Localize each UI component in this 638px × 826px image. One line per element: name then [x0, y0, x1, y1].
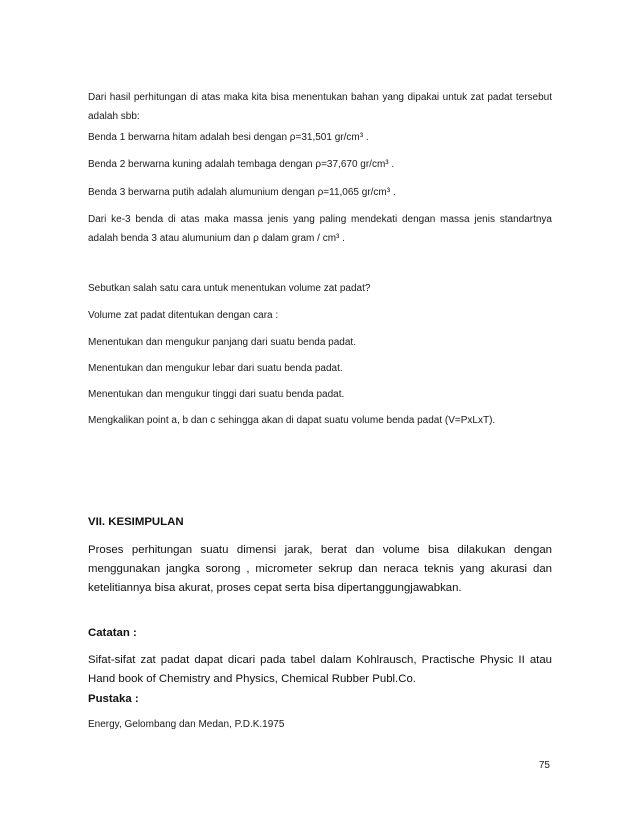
kesimpulan-text: Proses perhitungan suatu dimensi jarak, berat dan volume bisa dilakukan dengan menggunakan jangka sorong , micrometer sekrup dan neraca teknis yang akurasi dan ketelitiannya bisa akurat, proses cepat serta bisa dipertanggungjawabkan. — [88, 544, 552, 594]
page-number: 75 — [538, 760, 550, 771]
result-item-1: Benda 1 berwarna hitam adalah besi dengan ρ=31,501 gr/cm³ . — [88, 132, 369, 143]
volume-step-3: Menentukan dan mengukur tinggi dari suatu benda padat. — [88, 389, 345, 400]
kesimpulan-heading: VII. KESIMPULAN — [88, 516, 184, 528]
volume-step-4: Mengkalikan point a, b dan c sehingga akan di dapat suatu volume benda padat (V=PxLxT). — [88, 415, 496, 426]
catatan-text: Sifat-sifat zat padat dapat dicari pada tabel dalam Kohlrausch, Practische Physic II atau Hand book of Chemistry and Physics, Chemical Rubber Publ.Co. — [88, 654, 552, 685]
result-item-3: Benda 3 berwarna putih adalah alumunium dengan ρ=11,065 gr/cm³ . — [88, 187, 396, 198]
pustaka-heading: Pustaka : — [88, 693, 139, 705]
volume-step-2: Menentukan dan mengukur lebar dari suatu benda padat. — [88, 363, 343, 374]
pustaka-text: Energy, Gelombang dan Medan, P.D.K.1975 — [88, 719, 285, 730]
volume-question: Sebutkan salah satu cara untuk menentukan volume zat padat? — [88, 283, 371, 294]
conclusion-paragraph: Dari ke-3 benda di atas maka massa jenis yang paling mendekati dengan massa jenis standartnya adalah benda 3 atau alumunium dan ρ dalam gram / cm³ . — [88, 214, 552, 244]
volume-intro: Volume zat padat ditentukan dengan cara : — [88, 310, 279, 321]
catatan-heading: Catatan : — [88, 627, 137, 639]
result-item-2: Benda 2 berwarna kuning adalah tembaga dengan ρ=37,670 gr/cm³ . — [88, 159, 395, 170]
volume-step-1: Menentukan dan mengukur panjang dari suatu benda padat. — [88, 337, 356, 348]
result-paragraph: Dari hasil perhitungan di atas maka kita bisa menentukan bahan yang dipakai untuk zat padat tersebut adalah sbb: — [88, 92, 552, 122]
